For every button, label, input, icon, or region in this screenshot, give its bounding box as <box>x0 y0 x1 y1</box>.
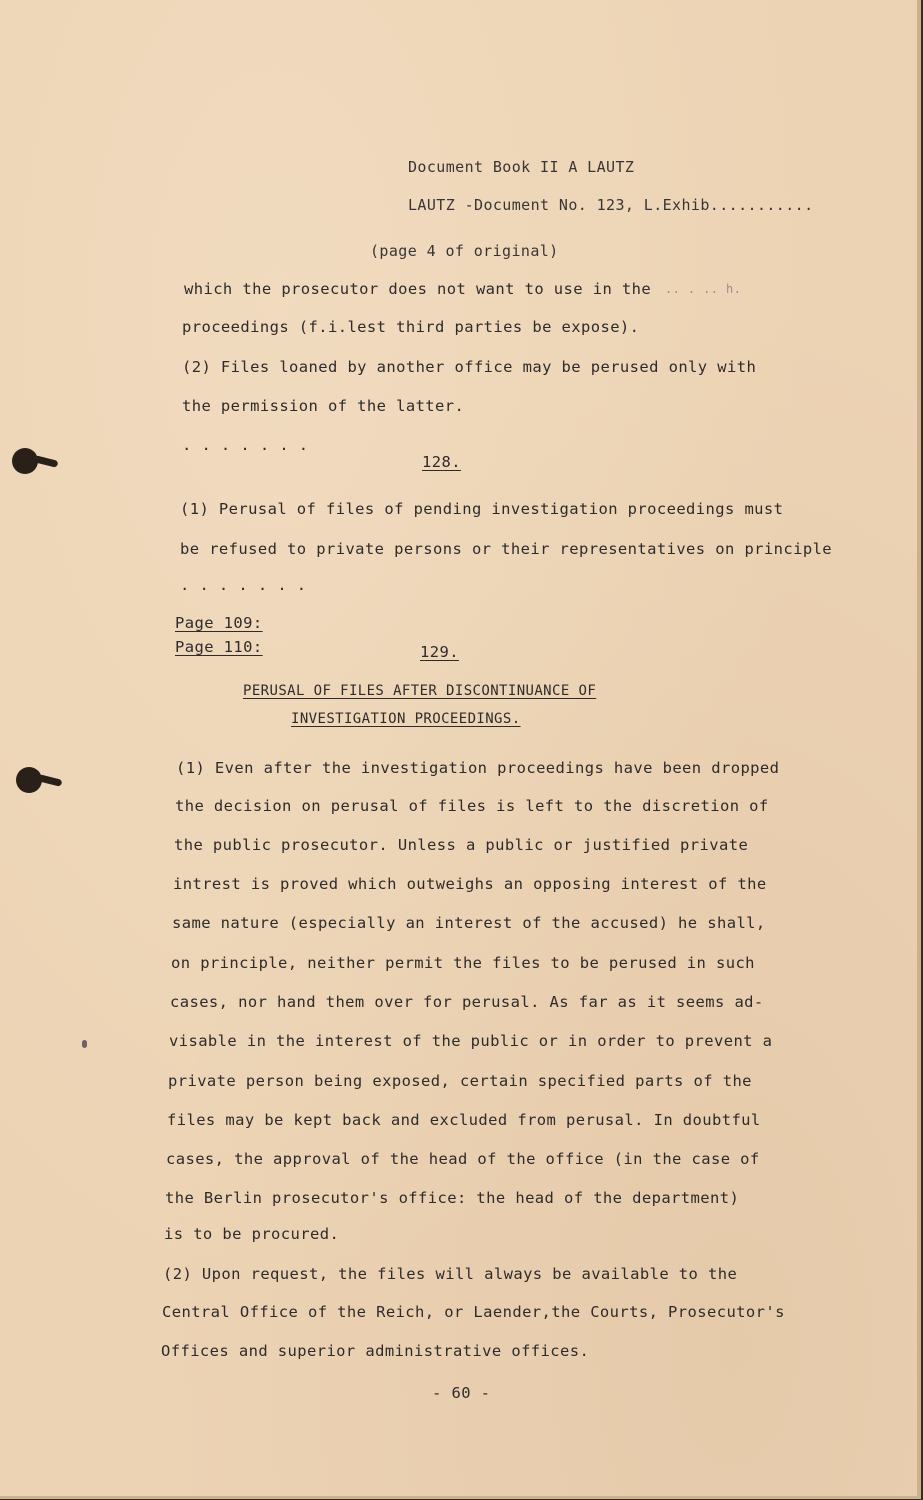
text-line: files may be kept back and excluded from perusal. In doubtful <box>167 1111 761 1129</box>
text-line: (1) Perusal of files of pending investigation proceedings must <box>180 500 784 518</box>
document-number: LAUTZ -Document No. 123, L.Exhib........... <box>408 196 814 214</box>
text-line: (2) Files loaned by another office may be perused only with <box>182 358 757 376</box>
text-line: cases, nor hand them over for perusal. As far as it seems ad- <box>170 993 764 1011</box>
text-line: on principle, neither permit the files to be perused in such <box>171 954 755 972</box>
text-line: (1) Even after the investigation proceedings have been dropped <box>176 759 780 777</box>
text-line: Offices and superior administrative offices. <box>161 1342 590 1360</box>
page-number: - 60 - <box>432 1384 491 1402</box>
text-line: be refused to private persons or their representatives on principle <box>180 540 833 558</box>
text-line: Central Office of the Reich, or Laender,the Courts, Prosecutor's <box>162 1303 785 1321</box>
section-title: PERUSAL OF FILES AFTER DISCONTINUANCE OF <box>243 683 597 699</box>
section-title: INVESTIGATION PROCEEDINGS. <box>291 711 521 727</box>
text-line: the public prosecutor. Unless a public or justified private <box>174 836 749 854</box>
page-mark-110: Page 110: <box>175 638 263 656</box>
text-line: intrest is proved which outweighs an opposing interest of the <box>173 875 767 893</box>
text-line: which the prosecutor does not want to use in the <box>184 280 652 298</box>
page-mark-109: Page 109: <box>175 614 263 632</box>
document-book-title: Document Book II A LAUTZ <box>408 158 635 176</box>
ink-speck <box>82 1040 87 1048</box>
punch-hole-top <box>12 448 38 474</box>
text-line: (2) Upon request, the files will always be available to the <box>163 1265 738 1283</box>
text-line: the Berlin prosecutor's office: the head of the department) <box>165 1189 740 1207</box>
text-line: cases, the approval of the head of the office (in the case of <box>166 1150 760 1168</box>
faint-text-fragment: .. . .. h. <box>665 282 742 296</box>
page-of-original: (page 4 of original) <box>370 242 559 260</box>
text-line: same nature (especially an interest of the accused) he shall, <box>172 914 766 932</box>
ellipsis-separator: . . . . . . . <box>182 436 309 454</box>
section-number-129: 129. <box>420 643 459 661</box>
text-line: private person being exposed, certain specified parts of the <box>168 1072 752 1090</box>
text-line: visable in the interest of the public or in order to prevent a <box>169 1032 773 1050</box>
text-line: the permission of the latter. <box>182 397 465 415</box>
text-line: is to be procured. <box>164 1225 340 1243</box>
punch-hole-bottom <box>16 767 42 793</box>
text-line: proceedings (f.i.lest third parties be expose). <box>182 318 640 336</box>
section-number-128: 128. <box>422 453 461 471</box>
text-line: the decision on perusal of files is left to the discretion of <box>175 797 769 815</box>
ellipsis-separator: . . . . . . . <box>180 576 307 594</box>
